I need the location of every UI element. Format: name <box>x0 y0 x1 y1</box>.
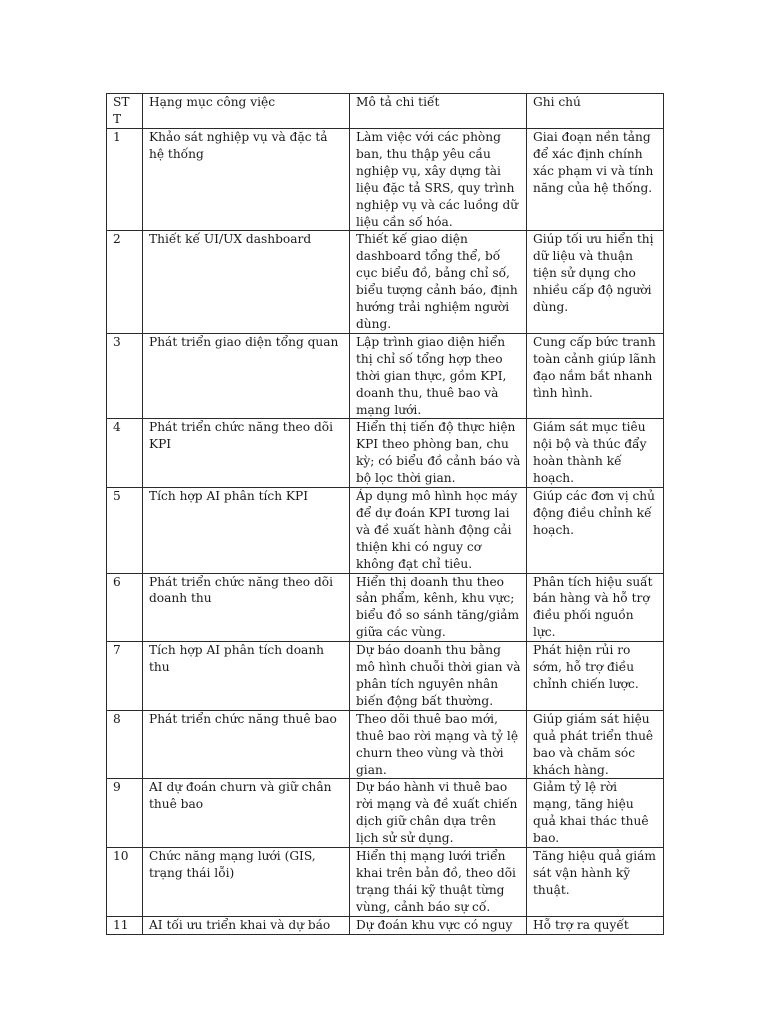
header-description: Mô tả chi tiết <box>350 94 527 129</box>
header-task: Hạng mục công việc <box>143 94 350 129</box>
table-row <box>107 129 664 231</box>
table-row <box>107 642 664 711</box>
row-number: 8 <box>113 711 121 726</box>
table-row <box>107 333 664 419</box>
task-name-cell <box>143 573 350 642</box>
row-number-cell <box>107 916 143 934</box>
task-description-cell <box>350 642 527 711</box>
row-number: 2 <box>113 232 121 247</box>
task-description-cell <box>350 779 527 848</box>
task-description: Lập trình giao diện hiển thị chỉ số tổng hợp theo thời gian thực, gồm KPI, doanh thu, thuê bao và mạng lưới. <box>356 334 507 417</box>
task-description-cell <box>350 419 527 488</box>
task-note: Giúp tối ưu hiển thị dữ liệu và thuận tiện sử dụng cho nhiều cấp độ người dùng. <box>533 232 654 315</box>
task-note: Hỗ trợ ra quyết <box>533 917 629 932</box>
task-name-cell <box>143 231 350 333</box>
task-name: Phát triển chức năng theo dõi doanh thu <box>149 574 334 606</box>
task-name-cell <box>143 488 350 574</box>
task-note-cell <box>527 488 664 574</box>
row-number: 7 <box>113 643 121 658</box>
task-description: Làm việc với các phòng ban, thu thập yêu cầu nghiệp vụ, xây dựng tài liệu đặc tả SRS, quy trình nghiệp vụ và các luồng dữ liệu cần số hóa. <box>356 130 519 229</box>
row-number-cell <box>107 779 143 848</box>
task-note-cell <box>527 231 664 333</box>
task-description-cell <box>350 573 527 642</box>
task-description: Hiển thị mạng lưới triển khai trên bản đồ, theo dõi trạng thái kỹ thuật từng vùng, cảnh báo sự cố. <box>356 849 516 914</box>
task-note: Giám sát mục tiêu nội bộ và thúc đẩy hoàn thành kế hoạch. <box>533 420 647 486</box>
task-name-cell <box>143 419 350 488</box>
row-number-cell <box>107 419 143 488</box>
task-note-cell <box>527 848 664 917</box>
header-stt: ST T <box>107 94 143 129</box>
row-number: 9 <box>113 780 121 795</box>
row-number: 11 <box>113 917 129 932</box>
task-note-cell <box>527 779 664 848</box>
row-number: 1 <box>113 130 121 144</box>
task-description-cell <box>350 333 527 419</box>
task-name-cell <box>143 642 350 711</box>
task-note: Tăng hiệu quả giám sát vận hành kỹ thuật. <box>533 849 656 897</box>
task-description: Theo dõi thuê bao mới, thuê bao rời mạng và tỷ lệ churn theo vùng và thời gian. <box>356 711 519 777</box>
task-note-cell <box>527 710 664 779</box>
task-name: Thiết kế UI/UX dashboard <box>149 232 312 247</box>
row-number-cell <box>107 848 143 917</box>
task-description-cell <box>350 916 527 934</box>
row-number-cell <box>107 129 143 231</box>
task-name: AI dự đoán churn và giữ chân thuê bao <box>149 780 332 812</box>
table-row <box>107 710 664 779</box>
task-note: Phân tích hiệu suất bán hàng và hỗ trợ điều phối nguồn lực. <box>533 574 653 640</box>
task-name-cell <box>143 333 350 419</box>
task-note-cell <box>527 129 664 231</box>
task-note: Cung cấp bức tranh toàn cảnh giúp lãnh đạo nắm bắt nhanh tình hình. <box>533 334 656 400</box>
row-number: 4 <box>113 420 121 435</box>
table-row <box>107 231 664 333</box>
header-notes: Ghi chú <box>527 94 664 129</box>
row-number-cell <box>107 333 143 419</box>
task-name: Phát triển giao diện tổng quan <box>149 334 339 349</box>
task-note: Phát hiện rủi ro sớm, hỗ trợ điều chỉnh chiến lược. <box>533 643 639 691</box>
task-name-cell <box>143 916 350 934</box>
task-description-cell <box>350 231 527 333</box>
table-body <box>107 94 664 935</box>
row-number-cell <box>107 642 143 711</box>
task-description-cell <box>350 488 527 574</box>
task-description: Thiết kế giao diện dashboard tổng thể, bố cục biểu đồ, bảng chỉ số, biểu tượng cảnh báo, định hướng trải nghiệm người dùng. <box>356 232 518 331</box>
task-name-cell <box>143 129 350 231</box>
row-number: 10 <box>113 849 129 864</box>
row-number: 3 <box>113 334 121 349</box>
task-note: Giảm tỷ lệ rời mạng, tăng hiệu quả khai thác thuê bao. <box>533 780 649 846</box>
table-row <box>107 419 664 488</box>
task-description-cell <box>350 848 527 917</box>
task-note-cell <box>527 642 664 711</box>
row-number: 5 <box>113 489 121 504</box>
task-name: Phát triển chức năng thuê bao <box>149 711 337 726</box>
task-description: Hiển thị tiến độ thực hiện KPI theo phòng ban, chu kỳ; có biểu đồ cảnh báo và bộ lọc thời gian. <box>356 420 521 486</box>
task-name: Chức năng mạng lưới (GIS, trạng thái lỗi) <box>149 849 316 880</box>
task-name-cell <box>143 848 350 917</box>
task-note-cell <box>527 916 664 934</box>
task-description: Dự báo doanh thu bằng mô hình chuỗi thời gian và phân tích nguyên nhân biến động bất thường. <box>356 643 521 708</box>
task-description: Dự báo hành vi thuê bao rời mạng và đề xuất chiến dịch giữ chân dựa trên lịch sử sử dụng. <box>356 780 518 846</box>
task-note-cell <box>527 419 664 488</box>
row-number-cell <box>107 710 143 779</box>
task-name: Khảo sát nghiệp vụ và đặc tả hệ thống <box>149 130 328 161</box>
table-header-row <box>107 94 664 129</box>
task-description-cell <box>350 710 527 779</box>
table-row <box>107 848 664 917</box>
row-number: 6 <box>113 574 121 589</box>
table-row <box>107 779 664 848</box>
task-table <box>106 93 664 935</box>
table-row <box>107 916 664 934</box>
task-name: Tích hợp AI phân tích doanh thu <box>149 643 325 675</box>
task-name: Phát triển chức năng theo dõi KPI <box>149 420 334 452</box>
task-name-cell <box>143 779 350 848</box>
table-row <box>107 573 664 642</box>
task-note: Giúp các đơn vị chủ động điều chỉnh kế hoạch. <box>533 489 655 537</box>
task-description: Hiển thị doanh thu theo sản phẩm, kênh, khu vực; biểu đồ so sánh tăng/giảm giữa các vùng. <box>356 574 520 640</box>
task-description: Dự đoán khu vực có nguy <box>356 917 513 932</box>
task-note: Giai đoạn nền tảng để xác định chính xác phạm vi và tính năng của hệ thống. <box>533 130 654 195</box>
table-row <box>107 488 664 574</box>
row-number-cell <box>107 573 143 642</box>
task-description-cell <box>350 129 527 231</box>
task-note: Giúp giám sát hiệu quả phát triển thuê bao và chăm sóc khách hàng. <box>533 711 654 777</box>
task-name: AI tối ưu triển khai và dự báo <box>149 917 331 932</box>
task-note-cell <box>527 333 664 419</box>
task-description: Áp dụng mô hình học máy để dự đoán KPI tương lai và đề xuất hành động cải thiện khi có nguy cơ không đạt chỉ tiêu. <box>356 489 518 571</box>
row-number-cell <box>107 488 143 574</box>
task-note-cell <box>527 573 664 642</box>
row-number-cell <box>107 231 143 333</box>
task-name-cell <box>143 710 350 779</box>
task-name: Tích hợp AI phân tích KPI <box>149 489 309 504</box>
